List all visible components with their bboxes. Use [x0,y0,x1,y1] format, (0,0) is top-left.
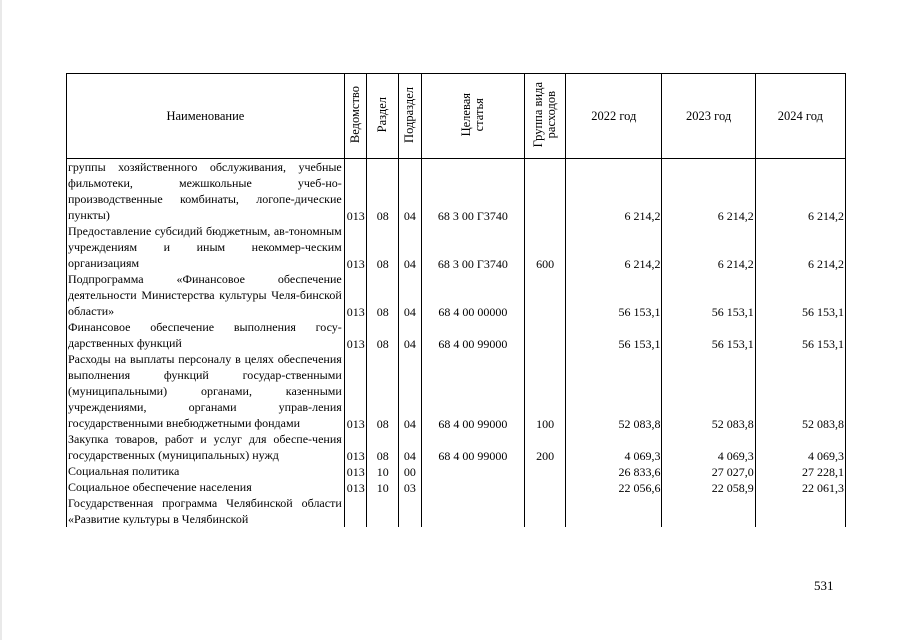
row-value-2023: 4 069,3 [662,431,755,463]
table-row [67,463,846,479]
row-name: Закупка товаров, работ и услуг для обеспе-чения государственных (муниципальных) нужд [67,431,345,463]
header-gruppa-vida-rashodov: Группа вида расходов [525,74,566,159]
row-name: Социальная политика [67,463,345,479]
row-name: Предоставление субсидий бюджетным, ав-тономным учреждениям и иным некоммер-ческим организациям [67,223,345,271]
row-razdel: 08 [367,223,399,271]
row-value-2023: 56 153,1 [662,271,755,319]
row-value-2024: 4 069,3 [755,431,845,463]
row-value-2022: 6 214,2 [566,159,662,224]
header-2023: 2023 год [662,74,755,159]
row-podrazdel: 04 [399,223,422,271]
header-name: Наименование [67,74,345,159]
row-value-2024: 56 153,1 [755,319,845,351]
row-value-2023: 52 083,8 [662,351,755,431]
row-gruppa [525,319,566,351]
row-name: Подпрограмма «Финансовое обеспечение деятельности Министерства культуры Челя-бинской области» [67,271,345,319]
row-gruppa: 600 [525,223,566,271]
page-edge [0,0,2,640]
table-row [67,159,846,224]
row-celevaya-statya: 68 3 00 Г3740 [421,159,525,224]
table-row [67,495,846,527]
header-vedomstvo: Ведомство [344,74,367,159]
row-podrazdel: 04 [399,159,422,224]
row-value-2022: 52 083,8 [566,351,662,431]
row-name: Расходы на выплаты персоналу в целях обеспечения выполнения функций государ-ственными (муниципальными) органами, казенными учреждениями, органами управ-ления государственными внебюджетными фондами [67,351,345,431]
row-vedomstvo: 013 [344,479,367,495]
row-razdel [367,495,399,527]
row-value-2023 [662,495,755,527]
row-value-2022: 56 153,1 [566,319,662,351]
row-value-2024: 56 153,1 [755,271,845,319]
row-gruppa [525,495,566,527]
row-podrazdel [399,495,422,527]
row-razdel: 08 [367,159,399,224]
row-vedomstvo [344,495,367,527]
page-number: 531 [814,578,834,593]
row-vedomstvo: 013 [344,351,367,431]
table-header-row [67,74,846,159]
row-value-2024: 6 214,2 [755,159,845,224]
row-value-2024 [755,495,845,527]
row-value-2022: 4 069,3 [566,431,662,463]
row-razdel: 10 [367,463,399,479]
row-celevaya-statya: 68 4 00 00000 [421,271,525,319]
row-vedomstvo: 013 [344,159,367,224]
row-razdel: 08 [367,351,399,431]
row-podrazdel: 04 [399,319,422,351]
header-podrazdel: Подраздел [399,74,422,159]
row-value-2023: 6 214,2 [662,223,755,271]
row-celevaya-statya [421,495,525,527]
header-celevaya-statya: Целевая статья [421,74,525,159]
row-name: Социальное обеспечение населения [67,479,345,495]
row-value-2023: 6 214,2 [662,159,755,224]
row-vedomstvo: 013 [344,271,367,319]
row-value-2024: 6 214,2 [755,223,845,271]
row-name: Государственная программа Челябинской области «Развитие культуры в Челябинской [67,495,345,527]
row-razdel: 08 [367,271,399,319]
row-gruppa [525,479,566,495]
row-celevaya-statya: 68 4 00 99000 [421,319,525,351]
row-razdel: 08 [367,431,399,463]
row-value-2022: 22 056,6 [566,479,662,495]
row-gruppa: 200 [525,431,566,463]
table-row [67,479,846,495]
row-value-2022 [566,495,662,527]
row-name: Финансовое обеспечение выполнения госу-дарственных функций [67,319,345,351]
header-razdel: Раздел [367,74,399,159]
table-row [67,271,846,319]
row-value-2024: 22 061,3 [755,479,845,495]
row-celevaya-statya: 68 4 00 99000 [421,351,525,431]
header-2024: 2024 год [755,74,845,159]
row-gruppa [525,159,566,224]
row-podrazdel: 03 [399,479,422,495]
row-vedomstvo: 013 [344,431,367,463]
header-2022: 2022 год [566,74,662,159]
row-gruppa: 100 [525,351,566,431]
row-value-2022: 6 214,2 [566,223,662,271]
row-vedomstvo: 013 [344,463,367,479]
row-celevaya-statya: 68 4 00 99000 [421,431,525,463]
row-value-2024: 27 228,1 [755,463,845,479]
row-celevaya-statya [421,463,525,479]
row-value-2024: 52 083,8 [755,351,845,431]
row-podrazdel: 04 [399,351,422,431]
row-value-2022: 56 153,1 [566,271,662,319]
row-value-2022: 26 833,6 [566,463,662,479]
row-value-2023: 22 058,9 [662,479,755,495]
row-podrazdel: 00 [399,463,422,479]
row-value-2023: 56 153,1 [662,319,755,351]
table-row [67,319,846,351]
row-podrazdel: 04 [399,271,422,319]
row-celevaya-statya [421,479,525,495]
row-name: группы хозяйственного обслуживания, учебные фильмотеки, межшкольные учеб-но-производственные комбинаты, логопе-дические пункты) [67,159,345,224]
row-razdel: 10 [367,479,399,495]
table-row [67,223,846,271]
row-podrazdel: 04 [399,431,422,463]
table-row [67,351,846,431]
budget-table [66,73,846,527]
row-vedomstvo: 013 [344,319,367,351]
row-razdel: 08 [367,319,399,351]
row-value-2023: 27 027,0 [662,463,755,479]
row-gruppa [525,271,566,319]
row-celevaya-statya: 68 3 00 Г3740 [421,223,525,271]
row-vedomstvo: 013 [344,223,367,271]
table-row [67,431,846,463]
row-gruppa [525,463,566,479]
